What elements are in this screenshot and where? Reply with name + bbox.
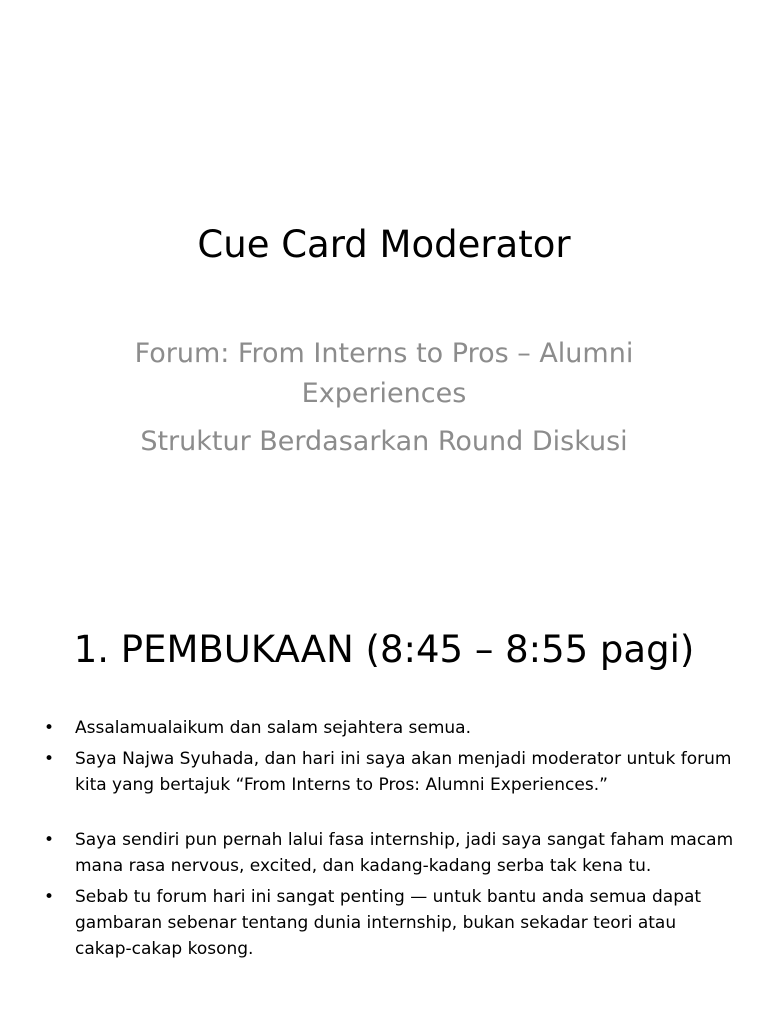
bullet-icon: • xyxy=(44,830,55,850)
bullet-text: Saya sendiri pun pernah lalui fasa internship, jadi saya sangat faham macam mana rasa nervous, excited, dan kadang-kadang serba tak kena tu. xyxy=(75,830,734,876)
bullet-item xyxy=(44,827,734,879)
bullet-item xyxy=(44,884,734,962)
bullet-item xyxy=(44,746,734,798)
bullet-list xyxy=(44,715,734,967)
slide-subtitle xyxy=(80,334,688,470)
bullet-icon: • xyxy=(44,887,55,907)
bullet-text: Assalamualaikum dan salam sejahtera semua. xyxy=(75,718,471,738)
bullet-text: Saya Najwa Syuhada, dan hari ini saya akan menjadi moderator untuk forum kita yang bertajuk “From Interns to Pros: Alumni Experiences.” xyxy=(75,749,732,795)
bullet-icon: • xyxy=(44,749,55,769)
bullet-item xyxy=(44,715,734,741)
content-slide xyxy=(0,512,768,1024)
section-heading: 1. PEMBUKAAN (8:45 – 8:55 pagi) xyxy=(73,628,695,671)
bullet-icon: • xyxy=(44,718,55,738)
bullet-text: Sebab tu forum hari ini sangat penting — untuk bantu anda semua dapat gambaran sebenar tentang dunia internship, bukan sekadar teori atau cakap-cakap kosong. xyxy=(75,887,702,959)
subtitle-line-forum: Forum: From Interns to Pros – Alumni Experiences xyxy=(134,338,634,409)
subtitle-line-structure: Struktur Berdasarkan Round Diskusi xyxy=(140,426,628,457)
slide-title: Cue Card Moderator xyxy=(197,223,571,266)
